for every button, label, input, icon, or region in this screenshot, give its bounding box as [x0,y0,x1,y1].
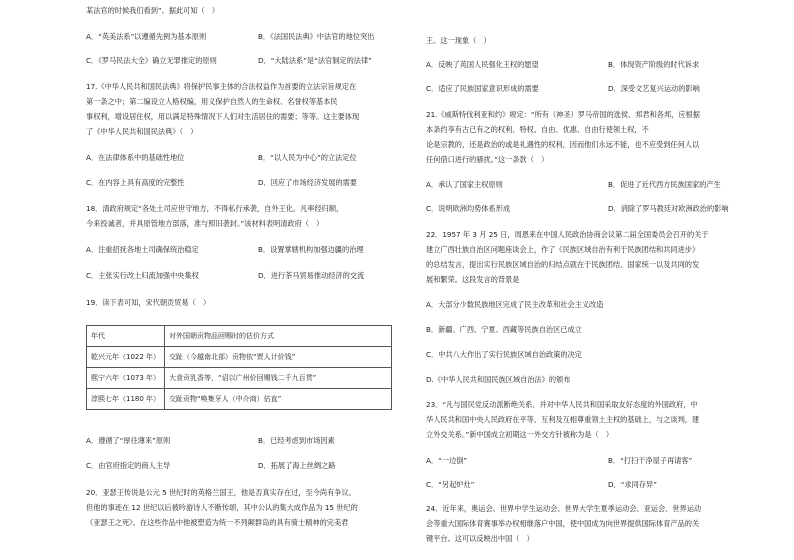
answer-option: C．“另起炉灶” [426,480,475,489]
question-17-stem: 了《中华人民共和国民法典》（ ） [86,127,198,136]
answer-option: B．“打扫干净屋子再请客” [608,456,693,465]
answer-option: C．在内容上具有高度的完整性 [86,178,185,187]
answer-option: B．设置掌辖机构加强边疆的治理 [258,245,364,254]
question-23-stem: 立外交关系。”新中国成立初期这一外交方针被称为是（ ） [426,430,614,439]
tribute-valuation-table [86,325,392,410]
answer-option: D．“大陆法系”是“法官制定的法律” [258,56,372,65]
table-cell: 乾兴元年（1022 年） [87,347,165,368]
answer-option: A．承认了国家主权原则 [426,180,503,189]
answer-option: B．“以人民为中心”的立法定位 [258,153,357,162]
question-22-stem: 的总结发言，提出实行民族区域自治的归结点就在于民族团结、国家统一以及共同的发 [426,260,700,269]
question-24-stem: 键平台。这可以反映出中国（ ） [426,534,534,543]
answer-option: D.《中华人民共和国民族区域自治法》的颁布 [426,375,571,384]
table-row [87,368,392,389]
table-cell: 熙宁六年（1073 年） [87,368,165,389]
question-21-stem: 任何借口进行的骚扰。”这一条款（ ） [426,155,549,164]
answer-option: C．主张实行改土归流加强中央集权 [86,271,199,280]
question-17-stem: 第一条之中；第二编设立人格权编，用义保护自然人的生命权、名誉权等基本民 [86,97,338,106]
table-header-cell: 对外国朝贡物品回赐时的估价方式 [165,326,392,347]
question-18-stem: 18．清政府规定“各处土司应世守地方，不得私行承袭，自外王化。凡率经归顺， [86,204,344,213]
answer-option: A．注重招抚各地土司确保统治稳定 [86,245,199,254]
answer-option: A．反映了英国人民强化王权的愿望 [426,60,539,69]
answer-option: B．《法国民法典》中法官的地位突出 [258,32,375,41]
question-17-stem: 17.《中华人民共和国民法典》将保护民事主体的合法权益作为首要的立法宗旨规定在 [86,82,357,91]
question-23-stem: 华人民共和国中央人民政府在平等、互利及互相尊重领土主权的基础上，与之谈判，建 [426,415,700,424]
question-20-stem: 《亚瑟王之死》。在这些作品中他被塑造为统一不列颠群岛的具有骑士精神的完美君 [86,518,349,527]
question-21-stem: 21.《威斯特伐利亚和约》规定：“所有（神圣）罗马帝国的选侯、邦君和各邦，应根据 [426,110,700,119]
answer-option: D．回应了市场经济发展的需要 [258,178,357,187]
question-20-stem: 但他的事迹在 12 世纪以后被吟游诗人不断传颂，其中公认的集大成作品为 15 世纪的 [86,503,358,512]
table-header-row [87,326,392,347]
question-17-stem: 事权利，增设居住权，用以满足特殊情况下人们对生活居住的需要；等等。这主要体现 [86,112,360,121]
answer-option: D．“求同存异” [608,480,657,489]
answer-option: D．消除了罗马教廷对欧洲政治的影响 [608,204,729,213]
question-stem-line: 某法官的时候我们看到”。据此可知（ ） [86,6,220,15]
answer-option: B．已经考虑到市场因素 [258,436,335,445]
answer-option: A．“英美法系”以遵循先例为基本原则 [86,32,207,41]
answer-option: A．“一边倒” [426,456,468,465]
answer-option: C．适应了民族国家意识形成的需要 [426,84,539,93]
table-cell: 交趾贡物“唤集牙人（中介商）估直” [165,389,392,410]
question-21-stem: 本条约享有古已有之的权利、特权、自由、优惠、自由行使领土权，不 [426,125,649,134]
question-24-stem: 会等重大国际体育赛事举办权相继落户中国，使中国成为向世界提供国际体育产品的关 [426,519,700,528]
answer-option: D．进行茶马贸易推动经济的交流 [258,271,365,280]
question-19-stem: 19．读下表可知，宋代朝贡贸易（ ） [86,298,211,307]
question-22-stem: 22．1957 年 3 月 25 日，周恩来在中国人民政治协商会议第二届全国委员会召开的关于 [426,230,709,239]
answer-option: B．体现资产阶级的时代诉求 [608,60,700,69]
question-stem-line: 王。这一现象（ ） [426,36,491,45]
table-row [87,389,392,410]
answer-option: C．中共八大作出了实行民族区域自治政策的决定 [426,350,582,359]
question-18-stem: 今来投诚者，并具原管地方部落，准与照旧袭封。”该材料表明清政府（ ） [86,219,324,228]
question-22-stem: 展和繁荣。这段发言的背景是 [426,275,520,284]
answer-option: A．大部分少数民族地区完成了民主改革和社会主义改造 [426,300,604,309]
answer-option: D．拓展了海上丝绸之路 [258,461,336,470]
question-22-stem: 建立广西壮族自治区问题座谈会上，作了《民族区域自治有利于民族团结和共同进步》 [426,245,700,254]
table-cell: 大食贡乳香等，“诏以广州价回赐钱二千九百贯” [165,368,392,389]
answer-option: B．新疆、广西、宁夏、西藏等民族自治区已成立 [426,325,582,334]
answer-option: C．《罗马民法大全》确立无罪推定的原则 [86,56,217,65]
answer-option: C．说明欧洲均势体系形成 [426,204,511,213]
table-row [87,347,392,368]
answer-option: D．深受文艺复兴运动的影响 [608,84,700,93]
table-cell: 淳熙七年（1180 年） [87,389,165,410]
answer-option: B．促进了近代西方民族国家的产生 [608,180,721,189]
question-24-stem: 24．近年来，奥运会、世界中学生运动会、世界大学生夏季运动会、亚运会、世界运动 [426,504,702,513]
table-cell: 交趾（今越南北部）贡物依“贾人计价钱” [165,347,392,368]
answer-option: C．由官府指定的商人主导 [86,461,171,470]
answer-option: A．在法律体系中的基础性地位 [86,153,185,162]
question-21-stem: 论是宗教的，还是政治的或是礼遇性的权利，因而他们永远不能，也不应受到任何人以 [426,140,700,149]
table-header-cell: 年代 [87,326,165,347]
question-23-stem: 23．“凡与国民党反动派断绝关系、并对中华人民共和国采取友好态度的外国政府，中 [426,400,698,409]
answer-option: A．遵循了“厚往薄来”原则 [86,436,171,445]
question-20-stem: 20．亚瑟王传说是公元 5 世纪时的英格兰国王，他是否真实存在过，至今尚有争议。 [86,488,356,497]
